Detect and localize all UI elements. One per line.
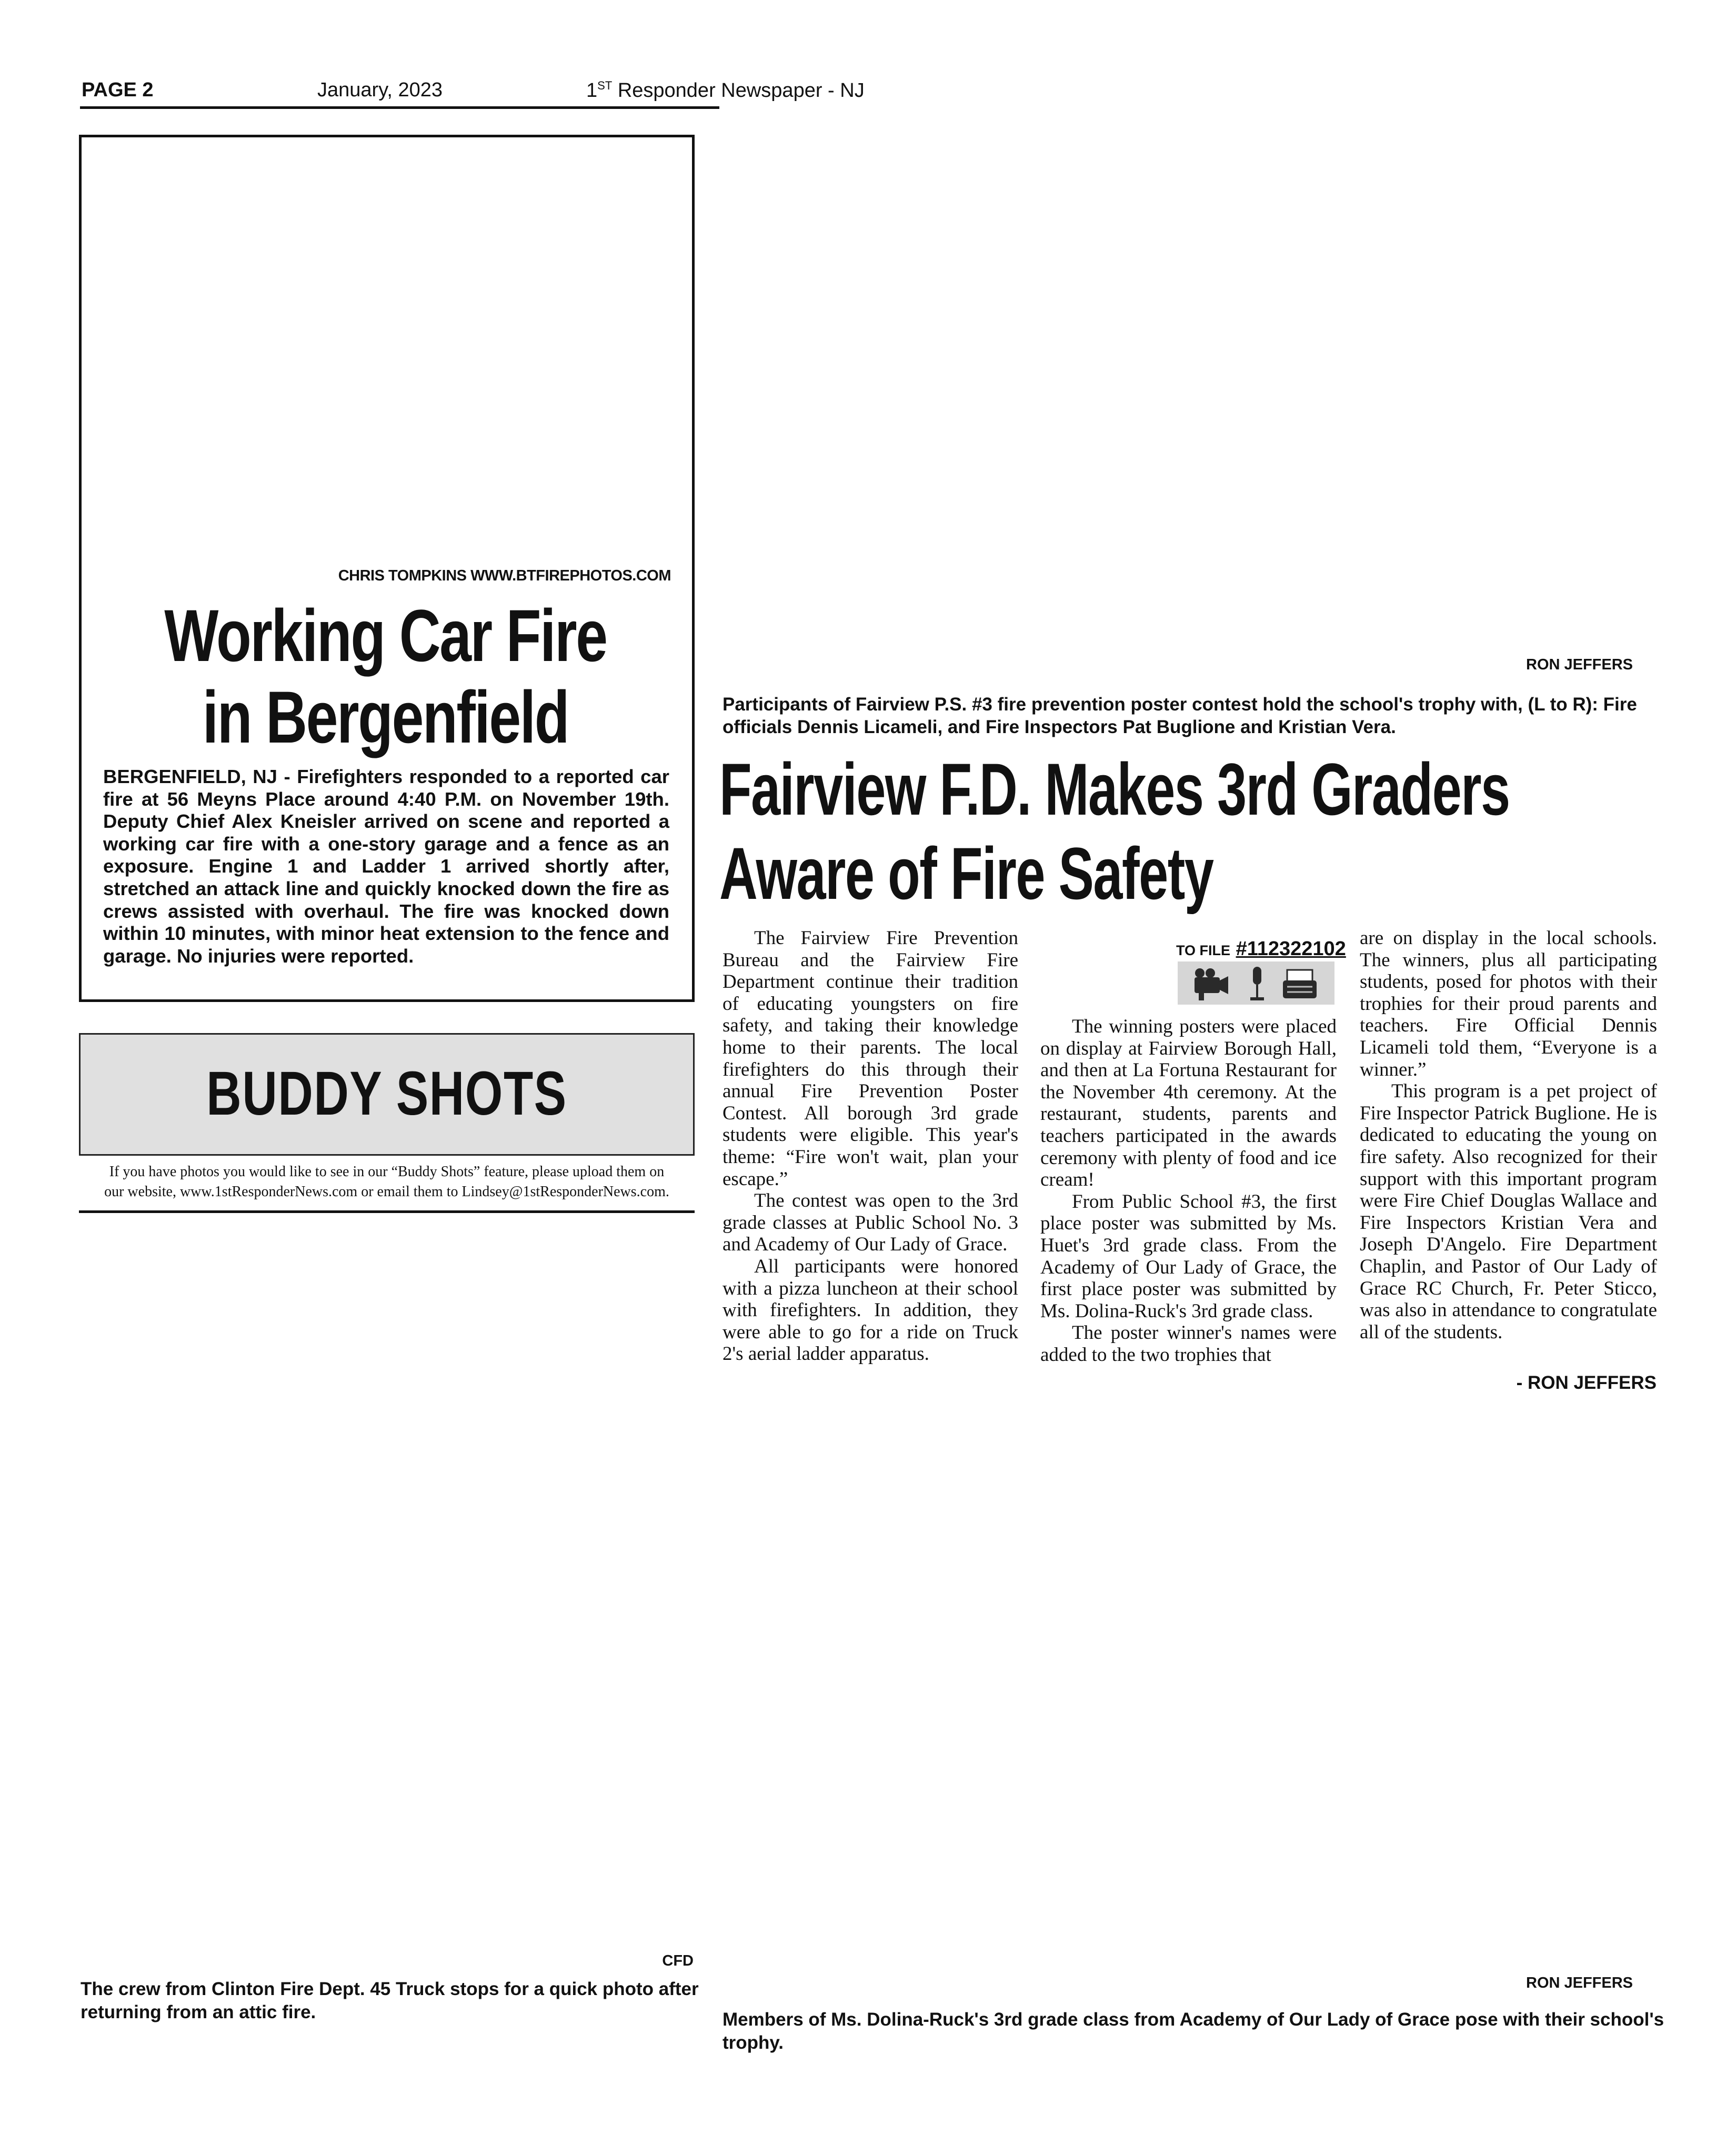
header-rule <box>80 106 719 109</box>
to-file-badge-label <box>1176 938 1346 960</box>
to-file-number: #112322102 <box>1236 938 1346 960</box>
paragraph: All participants were honored with a pizza luncheon at their school with firefighters. In addition, they were able to go for a ride on Truck 2's aerial ladder apparatus. <box>723 1255 1018 1365</box>
dolina-photo-credit: RON JEFFERS <box>1526 1975 1633 1991</box>
paragraph: The winning posters were placed on display at Fairview Borough Hall, and then at La Fortuna Restaurant for the November 4th ceremony. At the restaurant, students, parents and teachers participated in the awards ceremony with plenty of food and ice cream! <box>1040 1016 1337 1191</box>
section-rule <box>79 1210 695 1213</box>
car-fire-headline-line1: Working Car Fire <box>164 594 607 677</box>
fairview-headline <box>719 747 1510 916</box>
to-file-label: TO FILE <box>1176 943 1231 958</box>
fairview-headline-line2: Aware of Fire Safety <box>719 832 1213 915</box>
paper-name-post: Responder Newspaper - NJ <box>612 79 865 102</box>
dolina-photo-caption: Members of Ms. Dolina-Ruck's 3rd grade class from Academy of Our Lady of Grace pose with their school's trophy. <box>723 2009 1664 2053</box>
fairview-photo-credit: RON JEFFERS <box>1526 656 1633 673</box>
clinton-photo-credit: CFD <box>662 1952 694 1969</box>
buddy-shots-note-line1: If you have photos you would like to see in our “Buddy Shots” feature, please upload them on <box>109 1164 665 1180</box>
paper-name-sup: ST <box>597 79 613 92</box>
buddy-shots-note-line2: our website, www.1stResponderNews.com or email them to Lindsey@1stResponderNews.com. <box>104 1184 669 1200</box>
paragraph: The Fairview Fire Prevention Bureau and the Fairview Fire Department continue their tradition of educating youngsters on fire safety, and taking their knowledge home to their parents. The local firefighters do this through their annual Fire Prevention Poster Contest. All borough 3rd grade students were eligible. This year's theme: “Fire won't wait, plan your escape.” <box>723 927 1018 1190</box>
to-file-icon-strip <box>1178 961 1334 1005</box>
buddy-shots-note <box>84 1162 689 1202</box>
paragraph: are on display in the local schools. The winners, plus all participating students, posed for photos with their trophies for their proud parents and teachers. Fire Official Dennis Licameli told them, “Everyone is a winner.” <box>1360 927 1657 1080</box>
paragraph: The poster winner's names were added to the two trophies that <box>1040 1322 1337 1366</box>
clinton-photo-caption: The crew from Clinton Fire Dept. 45 Truck stops for a quick photo after returning from an attic fire. <box>81 1979 699 2022</box>
paragraph: This program is a pet project of Fire Inspector Patrick Buglione. He is dedicated to educating the young on fire safety. Also recognized for their support with this important program were Fire Chief Douglas Wallace and Fire Inspectors Kristian Vera and Joseph D'Angelo. Fire Department Chaplin, and Pastor of Our Lady of Grace RC Church, Fr. Peter Sticco, was also in attendance to congratulate all of the students. <box>1360 1080 1657 1343</box>
article-column-2 <box>1040 1016 1337 1366</box>
video-camera-icon <box>1195 968 1228 1000</box>
article-column-3 <box>1360 927 1657 1343</box>
microphone-icon <box>1250 967 1264 1000</box>
fairview-photo-caption: Participants of Fairview P.S. #3 fire prevention poster contest hold the school's trophy with, (L to R): Fire officials Dennis Licameli, and Fire Inspectors Pat Buglione and Kristian Vera. <box>723 694 1637 737</box>
car-fire-headline <box>153 595 618 758</box>
car-fire-photo-credit: CHRIS TOMPKINS WWW.BTFIREPHOTOS.COM <box>338 567 671 584</box>
car-fire-headline-line2: in Bergenfield <box>202 676 569 758</box>
paragraph: The contest was open to the 3rd grade classes at Public School No. 3 and Academy of Our Lady of Grace. <box>723 1190 1018 1256</box>
car-fire-body: BERGENFIELD, NJ - Firefighters responded to a reported car fire at 56 Meyns Place around 4:40 P.M. on November 19th. Deputy Chief Alex Kneisler arrived on scene and reported a working car fire with a one-story garage and a fence as an exposure. Engine 1 and Ladder 1 arrived shortly after, stretched an attack line and quickly knocked down the fire as crews assisted with overhaul. The fire was knocked down within 10 minutes, with minor heat extension to the fence and garage. No injuries were reported. <box>103 766 669 967</box>
paper-name-pre: 1 <box>586 79 598 102</box>
newspaper-name <box>586 79 865 102</box>
buddy-shots-title: BUDDY SHOTS <box>206 1059 567 1128</box>
article-byline: - RON JEFFERS <box>1516 1372 1657 1393</box>
paragraph: From Public School #3, the first place poster was submitted by Ms. Huet's 3rd grade class. From the Academy of Our Lady of Grace, the first place poster was submitted by Ms. Dolina-Ruck's 3rd grade class. <box>1040 1190 1337 1322</box>
page-number: PAGE 2 <box>82 79 154 101</box>
issue-date: January, 2023 <box>317 79 443 101</box>
fairview-headline-line1: Fairview F.D. Makes 3rd Graders <box>719 748 1510 830</box>
typewriter-icon <box>1283 970 1317 998</box>
article-column-1 <box>723 927 1018 1365</box>
